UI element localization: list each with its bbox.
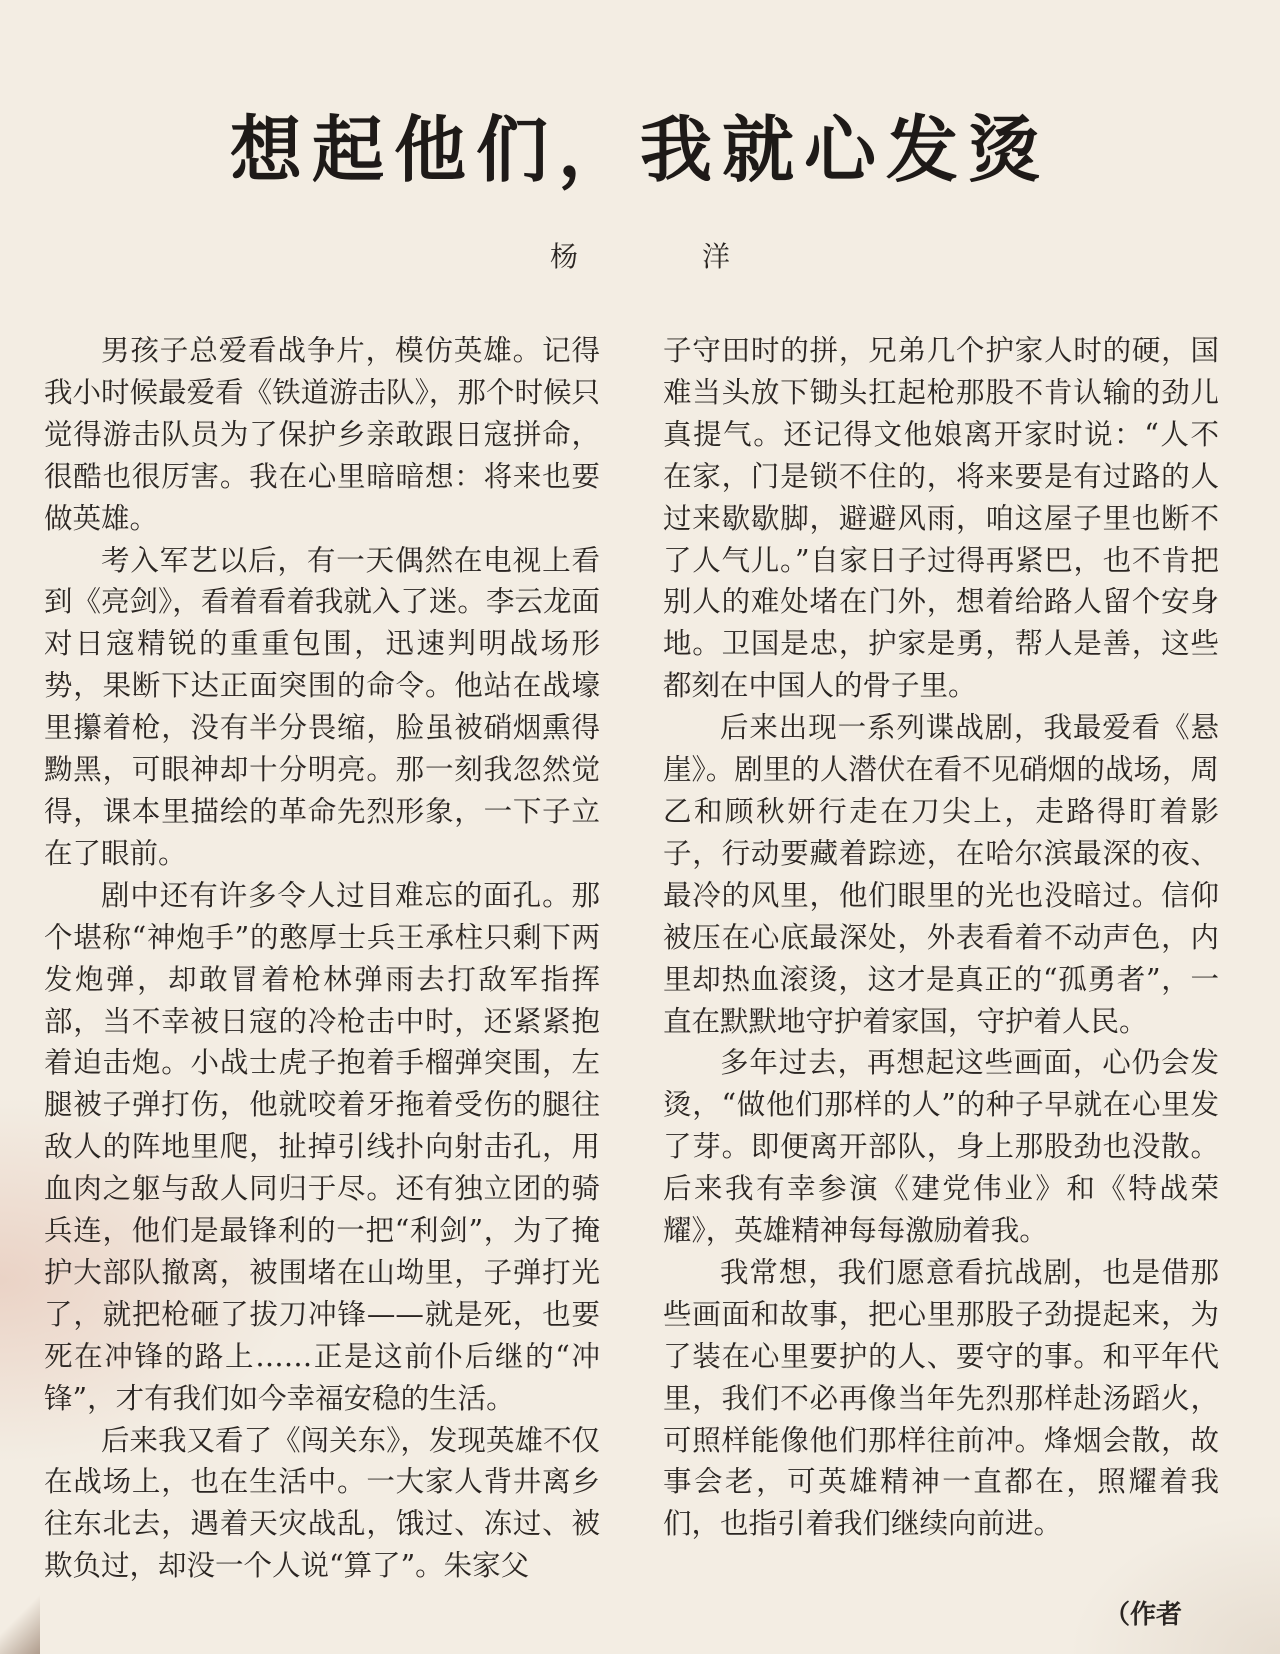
paragraph: 后来我又看了《闯关东》，发现英雄不仅在战场上，也在生活中。一大家人背井离乡往东北去，遇着天灾战乱，饿过、冻过、被欺负过，却没一个人说“算了”。朱家父 (44, 1423, 600, 1583)
author-byline: （作者 (1103, 1600, 1182, 1630)
right-column (663, 330, 1219, 1545)
page-corner-shadow (0, 1594, 40, 1654)
paragraph: 男孩子总爱看战争片，模仿英雄。记得我小时候最爱看《铁道游击队》，那个时候只觉得游击队员为了保护乡亲敢跟日寇拼命，很酷也很厉害。我在心里暗暗想：将来也要做英雄。 (44, 334, 600, 535)
paragraph: 剧中还有许多令人过目难忘的面孔。那个堪称“神炮手”的憨厚士兵王承柱只剩下两发炮弹，却敢冒着枪林弹雨去打敌军指挥部，当不幸被日寇的冷枪击中时，还紧紧抱着迫击炮。小战士虎子抱着手榴弹突围，左腿被子弹打伤，他就咬着牙拖着受伤的腿往敌人的阵地里爬，扯掉引线扑向射击孔，用血肉之躯与敌人同归于尽。还有独立团的骑兵连，他们是最锋利的一把“利剑”，为了掩护大部队撤离，被围堵在山坳里，子弹打光了，就把枪砸了拔刀冲锋——就是死，也要死在冲锋的路上……正是这前仆后继的“冲锋”，才有我们如今幸福安稳的生活。 (44, 878, 600, 1415)
article-author: 杨 洋 (549, 240, 778, 273)
article-title: 想起他们，我就心发烫 (229, 107, 1050, 192)
paragraph: 后来出现一系列谍战剧，我最爱看《悬崖》。剧里的人潜伏在看不见硝烟的战场，周乙和顾秋妍行走在刀尖上，走路得盯着影子，行动要藏着踪迹，在哈尔滨最深的夜、最冷的风里，他们眼里的光也没暗过。信仰被压在心底最深处，外表看着不动声色，内里却热血滚烫，这才是真正的“孤勇者”，一直在默默地守护着家国，守护着人民。 (663, 711, 1219, 1038)
paragraph-continuation: 子守田时的拼，兄弟几个护家人时的硬，国难当头放下锄头扛起枪那股不肯认输的劲儿真提气。还记得文他娘离开家时说：“人不在家，门是锁不住的，将来要是有过路的人过来歇歇脚，避避风雨，咱这屋子里也断不了人气儿。”自家日子过得再紧巴，也不肯把别人的难处堵在门外，想着给路人留个安身地。卫国是忠，护家是勇，帮人是善，这些都刻在中国人的骨子里。 (663, 334, 1219, 703)
paragraph: 考入军艺以后，有一天偶然在电视上看到《亮剑》，看着看着我就入了迷。李云龙面对日寇精锐的重重包围，迅速判明战场形势，果断下达正面突围的命令。他站在战壕里攥着枪，没有半分畏缩，脸虽被硝烟熏得黝黑，可眼神却十分明亮。那一刻我忽然觉得，课本里描绘的革命先烈形象，一下子立在了眼前。 (44, 543, 600, 870)
left-column (44, 330, 600, 1587)
paragraph: 多年过去，再想起这些画面，心仍会发烫，“做他们那样的人”的种子早就在心里发了芽。即便离开部队，身上那股劲也没散。后来我有幸参演《建党伟业》和《特战荣耀》，英雄精神每每激励着我。 (663, 1046, 1219, 1248)
paragraph: 我常想，我们愿意看抗战剧，也是借那些画面和故事，把心里那股子劲提起来，为了装在心里要护的人、要守的事。和平年代里，我们不必再像当年先烈那样赴汤蹈火，可照样能像他们那样往前冲。烽烟会散，故事会老，可英雄精神一直都在，照耀着我们，也指引着我们继续向前进。 (663, 1255, 1219, 1541)
